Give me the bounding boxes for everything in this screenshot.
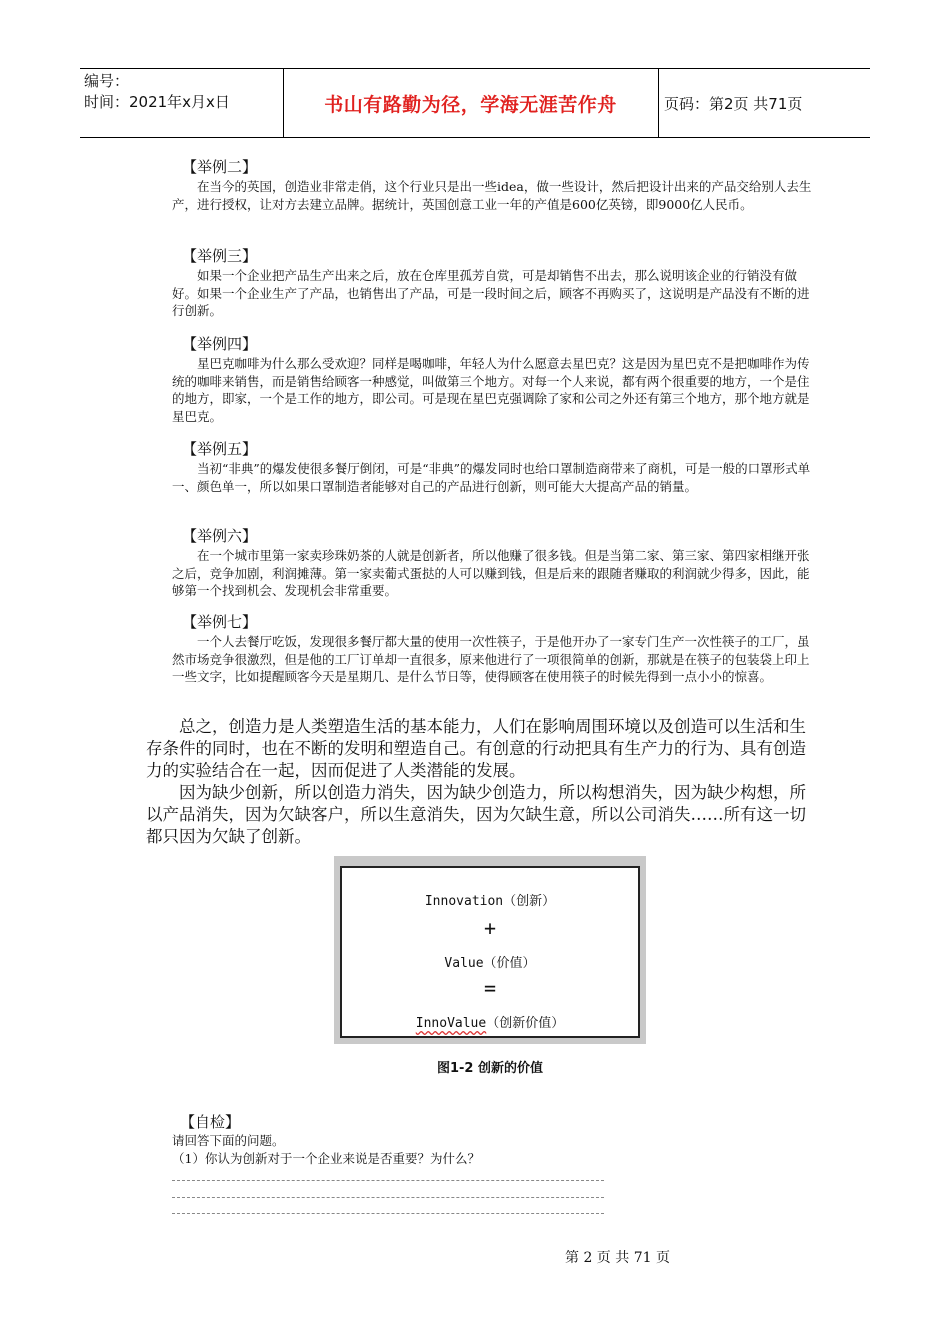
header-motto: 书山有路勤为径，学海无涯苦作舟 — [324, 94, 617, 116]
figure-innovalue-text — [342, 1012, 638, 1031]
figure-image — [334, 856, 646, 1044]
figure-value-text: Value（价值） — [444, 956, 536, 971]
example-text: 星巴克咖啡为什么那么受欢迎？同样是喝咖啡，年轻人为什么愿意去星巴克？这是因为星巴克不是把咖啡作为传统的咖啡来销售，而是销售给顾客一种感觉，叫做第三个地方。对每一个人来说，都有两个很重要的地方，一个是住的地方，即家，一个是工作的地方，即公司。可是现在星巴克强调除了家和公司之外还有第三个地方，那个地方就是星巴克。 — [172, 356, 810, 424]
example-title: 【举例七】 — [182, 613, 258, 631]
example-block — [172, 527, 812, 600]
figure-innovation-text: Innovation（创新） — [424, 894, 556, 909]
number-label: 编号： — [84, 72, 130, 90]
date-label: 时间：2021年x月x日 — [84, 93, 230, 111]
header-page-label: 页码：第2页 共71页 — [664, 95, 803, 113]
example-block — [172, 335, 812, 425]
header-meta — [84, 71, 284, 113]
example-title: 【举例六】 — [182, 527, 258, 545]
summary-section — [146, 716, 811, 848]
example-block — [172, 440, 812, 495]
answer-line[interactable] — [172, 1213, 604, 1214]
figure-equals-sign: = — [483, 976, 497, 1000]
selfcheck-title: 【自检】 — [180, 1113, 241, 1131]
figure-innovalue-suffix: （创新价值） — [486, 1016, 565, 1031]
answer-line[interactable] — [172, 1180, 604, 1181]
answer-line[interactable] — [172, 1197, 604, 1198]
figure-innovalue-word: InnoValue — [415, 1016, 487, 1031]
example-block — [172, 613, 812, 686]
example-title: 【举例五】 — [182, 440, 258, 458]
summary-paragraph: 因为缺少创新，所以创造力消失，因为缺少创造力，所以构想消失，因为缺少构想，所以产品消失，因为欠缺客户，所以生意消失，因为欠缺生意，所以公司消失……所有这一切都只因为欠缺了创新。 — [146, 783, 806, 846]
example-text: 当初“非典”的爆发使很多餐厅倒闭，可是“非典”的爆发同时也给口罩制造商带来了商机，可是一般的口罩形式单一、颜色单一，所以如果口罩制造者能够对自己的产品进行创新，则可能大大提高产品的销量。 — [172, 461, 811, 494]
example-title: 【举例二】 — [182, 158, 258, 176]
header-divider — [658, 69, 659, 137]
selfcheck-section — [172, 1113, 632, 1168]
example-text: 在一个城市里第一家卖珍珠奶茶的人就是创新者，所以他赚了很多钱。但是当第二家、第三家、第四家相继开张之后，竞争加剧，利润摊薄。第一家卖葡式蛋挞的人可以赚到钱，但是后来的跟随者赚取的利润就少得多，因此，能够第一个找到机会、发现机会非常重要。 — [172, 548, 810, 598]
figure-frame — [340, 866, 640, 1038]
summary-paragraph: 总之，创造力是人类塑造生活的基本能力，人们在影响周围环境以及创造可以生活和生存条件的同时，也在不断的发明和塑造自己。有创意的行动把具有生产力的行为、具有创造力的实验结合在一起，因而促进了人类潜能的发展。 — [146, 717, 806, 780]
example-block — [172, 247, 812, 320]
selfcheck-question: （1）你认为创新对于一个企业来说是否重要？为什么？ — [172, 1151, 480, 1166]
example-text: 在当今的英国，创造业非常走俏，这个行业只是出一些idea，做一些设计，然后把设计出来的产品交给别人去生产，进行授权，让对方去建立品牌。据统计，英国创意工业一年的产值是600亿英镑，即9000亿人民币。 — [172, 179, 812, 212]
figure-plus-sign: + — [483, 916, 497, 940]
selfcheck-intro: 请回答下面的问题。 — [172, 1133, 285, 1148]
example-title: 【举例四】 — [182, 335, 258, 353]
example-block — [172, 158, 812, 213]
page-footer: 第 2 页 共 71 页 — [565, 1250, 670, 1266]
figure-caption: 图1-2 创新的价值 — [436, 1061, 543, 1076]
example-text: 如果一个企业把产品生产出来之后，放在仓库里孤芳自赏，可是却销售不出去，那么说明该企业的行销没有做好。如果一个企业生产了产品，也销售出了产品，可是一段时间之后，顾客不再购买了，这说明是产品没有不断的进行创新。 — [172, 268, 810, 318]
page-header — [80, 68, 870, 138]
example-text: 一个人去餐厅吃饭，发现很多餐厅都大量的使用一次性筷子，于是他开办了一家专门生产一次性筷子的工厂，虽然市场竞争很激烈，但是他的工厂订单却一直很多，原来他进行了一项很简单的创新，那就是在筷子的包装袋上印上一些文字，比如提醒顾客今天是星期几、是什么节日等，使得顾客在使用筷子的时候先得到一点小小的惊喜。 — [172, 634, 810, 684]
example-title: 【举例三】 — [182, 247, 258, 265]
